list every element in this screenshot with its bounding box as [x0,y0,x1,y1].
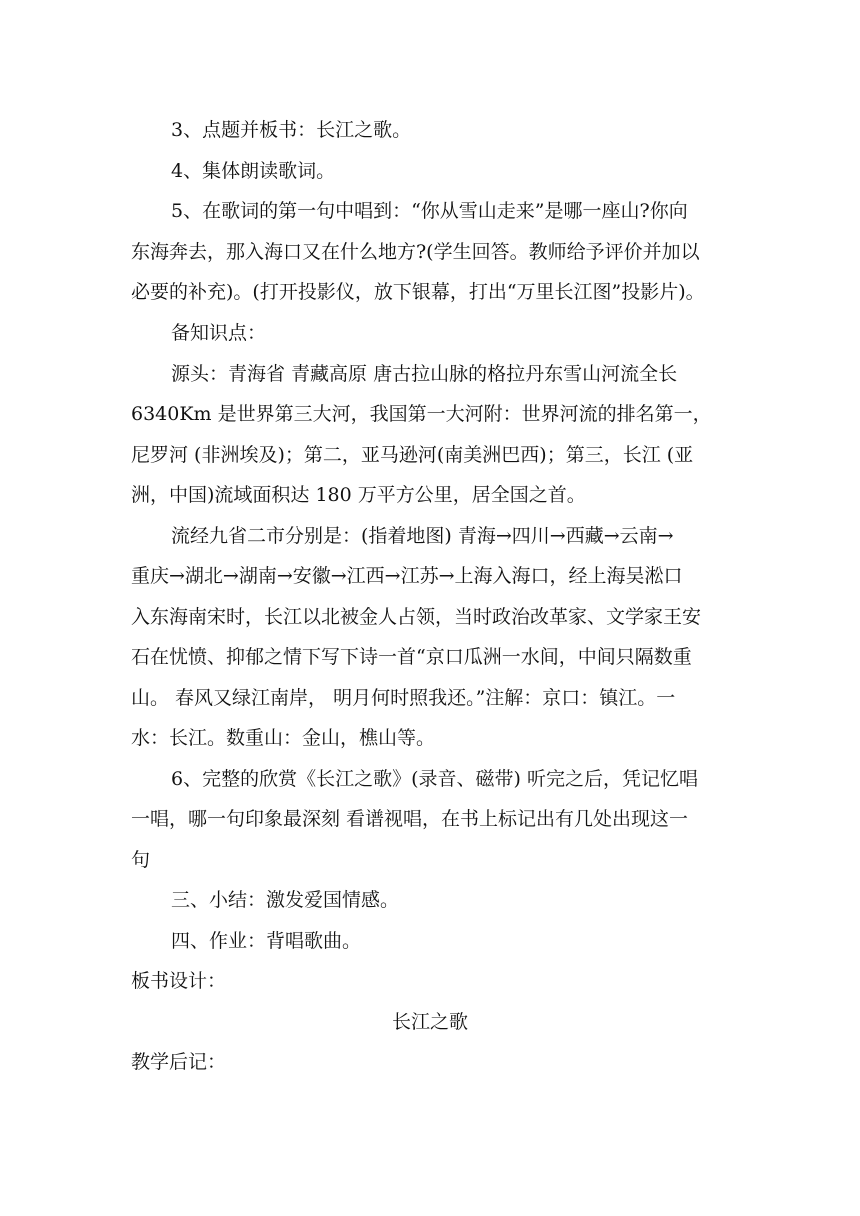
route-line-5: 山。 春风又绿江南岸， 明月何时照我还。”注解：京口：镇江。一 [131,687,676,709]
step-5-line-1: 5、在歌词的第一句中唱到：“你从雪山走来”是哪一座山?你向 [171,200,688,222]
route-line-2: 重庆→湖北→湖南→安徽→江西→江苏→上海入海口，经上海吴淞口 [131,565,683,587]
step-5-line-3: 必要的补充)。(打开投影仪，放下银幕，打出“万里长江图”投影片)。 [131,281,705,303]
knowledge-heading: 备知识点： [171,322,267,344]
source-line-3: 尼罗河 (非洲埃及)；第二，亚马逊河(南美洲巴西)；第三，长江 (亚 [131,444,694,466]
step-6-line-2: 一唱，哪一句印象最深刻 看谱视唱，在书上标记出有几处出现这一 [131,808,689,830]
board-design-heading: 板书设计： [131,970,227,992]
step-4-line: 4、集体朗读歌词。 [171,160,336,182]
step-6-line-3: 句 [131,849,151,871]
step-5-line-2: 东海奔去，那入海口又在什么地方?(学生回答。教师给予评价并加以 [131,241,700,263]
source-line-2: 6340Km 是世界第三大河，我国第一大河附：世界河流的排名第一， [131,403,712,425]
route-line-1: 流经九省二市分别是：(指着地图) 青海→四川→西藏→云南→ [171,525,674,547]
source-line-1: 源头：青海省 青藏高原 唐古拉山脉的格拉丹东雪山河流全长 [171,363,678,385]
route-line-4: 石在忧愤、抑郁之情下写下诗一首“京口瓜洲一水间，中间只隔数重 [131,646,692,668]
route-line-6: 水：长江。数重山：金山，樵山等。 [131,727,436,749]
step-6-line-1: 6、完整的欣赏《长江之歌》(录音、磁带) 听完之后，凭记忆唱 [171,768,698,790]
step-3-line: 3、点题并板书：长江之歌。 [171,119,412,141]
route-line-3: 入东海南宋时，长江以北被金人占领，当时政治改革家、文学家王安 [131,606,702,628]
summary-line: 三、小结：激发爱国情感。 [171,889,400,911]
homework-line: 四、作业：背唱歌曲。 [171,930,362,952]
teaching-notes-heading: 教学后记： [131,1051,227,1073]
source-line-4: 洲，中国)流域面积达 180 万平方公里，居全国之首。 [131,484,586,506]
board-design-title: 长江之歌 [392,1011,469,1033]
